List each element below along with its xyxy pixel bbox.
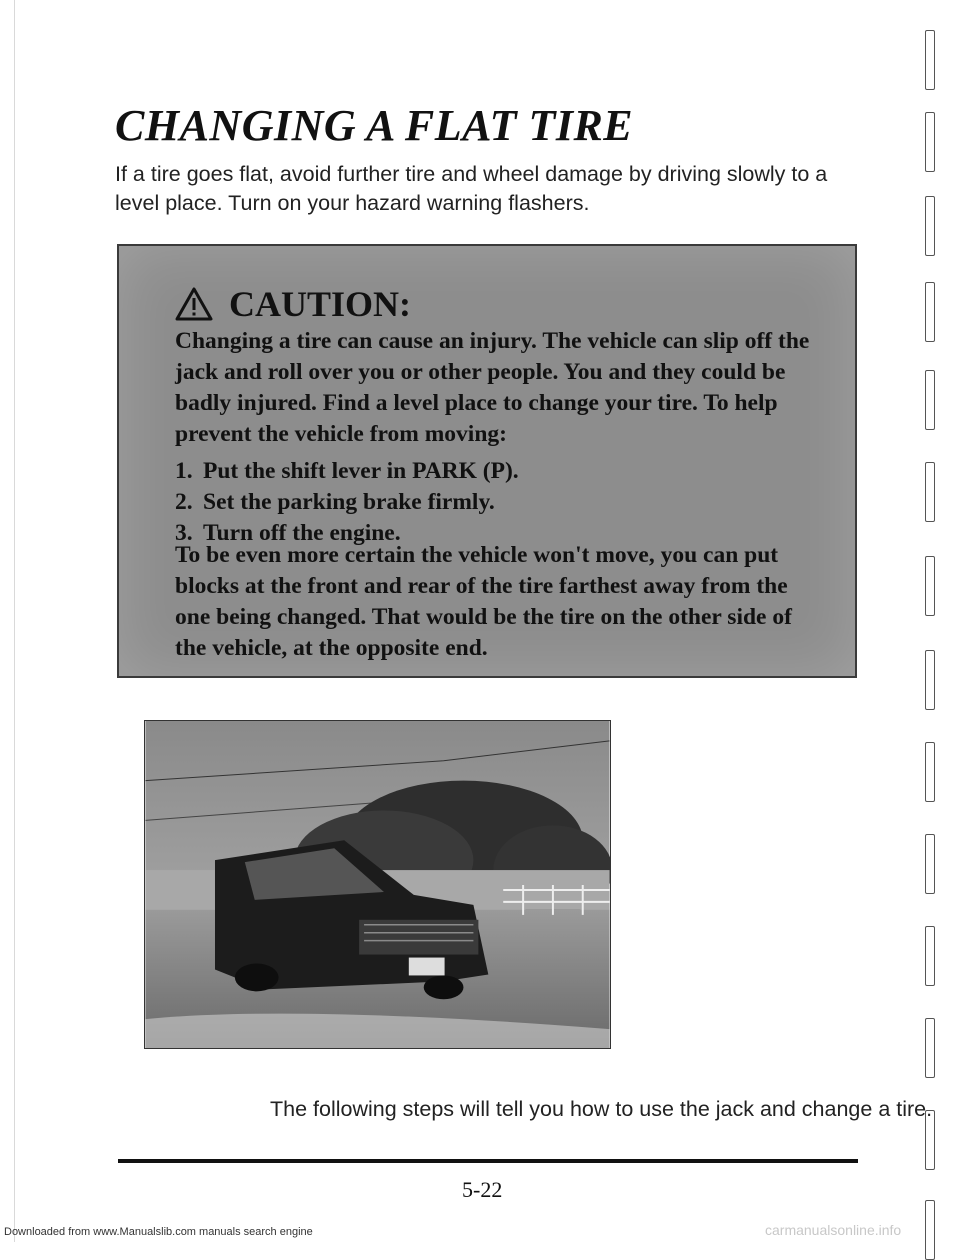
caution-text: Changing a tire can cause an injury. The vehicle can slip off the jack and roll over you or other people. You and they could be badly injured. Find a level place to change your tire. To help prevent the vehicle from moving: — [175, 328, 810, 447]
section-tab[interactable] — [925, 370, 935, 430]
section-tab[interactable] — [925, 926, 935, 986]
site-watermark: carmanualsonline.info — [765, 1222, 902, 1238]
page-title: CHANGING A FLAT TIRE — [115, 101, 634, 150]
list-item — [175, 487, 815, 518]
section-tab[interactable] — [925, 556, 935, 616]
page-number: 5-22 — [462, 1177, 503, 1202]
step-text: Turn off the engine. — [203, 520, 401, 546]
caution-header — [175, 282, 411, 326]
step-text: Set the parking brake firmly. — [203, 489, 495, 515]
section-tab[interactable] — [925, 834, 935, 894]
step-number: 2. — [175, 489, 193, 515]
section-tabs — [925, 0, 955, 1242]
section-tab[interactable] — [925, 30, 935, 90]
caution-box — [117, 244, 857, 678]
section-tab[interactable] — [925, 650, 935, 710]
step-number: 3. — [175, 520, 193, 546]
warning-triangle-icon — [175, 287, 213, 321]
footer-rule — [118, 1159, 858, 1163]
intro-paragraph: If a tire goes flat, avoid further tire and wheel damage by driving slowly to a level place. Turn on your hazard warning flashers. — [115, 162, 828, 215]
section-tab[interactable] — [925, 742, 935, 802]
section-tab[interactable] — [925, 196, 935, 256]
section-tab[interactable] — [925, 1018, 935, 1078]
caution-steps — [175, 456, 815, 549]
step-text: Put the shift lever in PARK (P). — [203, 458, 519, 484]
section-tab[interactable] — [925, 1200, 935, 1260]
section-tab[interactable] — [925, 462, 935, 522]
download-watermark: Downloaded from www.Manualslib.com manuals search engine — [4, 1226, 313, 1238]
outro-paragraph: The following steps will tell you how to use the jack and change a tire. — [270, 1097, 933, 1121]
step-number: 1. — [175, 458, 193, 484]
caution-title: CAUTION: — [229, 284, 412, 324]
section-tab[interactable] — [925, 112, 935, 172]
list-item — [175, 456, 815, 487]
caution-text-2: To be even more certain the vehicle won't move, you can put blocks at the front and rear of the tire farthest away from the one being changed. That would be the tire on the other side of the vehicle, at the opposite end. — [175, 542, 792, 661]
section-tab[interactable] — [925, 282, 935, 342]
car-photo — [144, 720, 611, 1049]
left-margin-rule — [14, 0, 15, 1242]
